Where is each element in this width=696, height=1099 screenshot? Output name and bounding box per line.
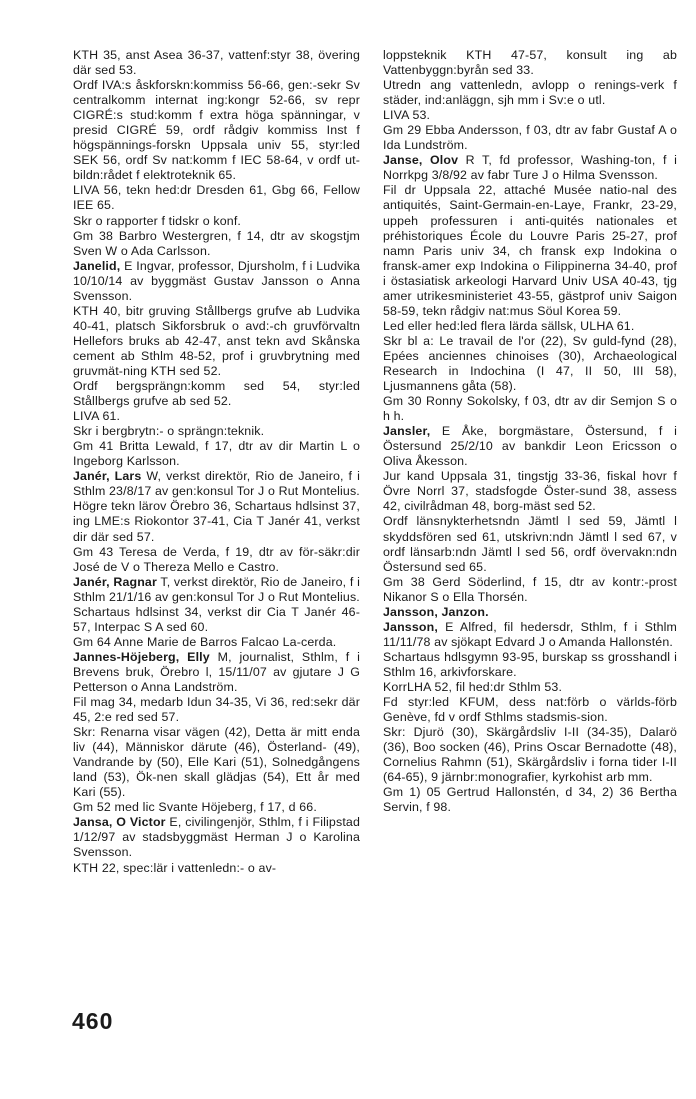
entry-text: Gm 41 Britta Lewald, f 17, dtr av dir Martin L o Ingeborg Karlsson. xyxy=(73,439,360,469)
entry-paragraph xyxy=(73,304,360,379)
left-column xyxy=(73,48,360,876)
entry-paragraph xyxy=(383,183,677,318)
entry-name: Jansson, xyxy=(383,619,438,634)
page-number: 460 xyxy=(72,1008,114,1034)
entry-text: KTH 22, spec:lär i vattenledn:- o av- xyxy=(73,860,277,875)
entry-paragraph xyxy=(73,424,360,439)
entry-text: KorrLHA 52, fil hed:dr Sthlm 53. xyxy=(383,679,563,694)
entry-text: E, civilingenjör, Sthlm, f i Filipstad 1/12/97 av stadsbyggmäst Herman J o Karolina Svensson. xyxy=(73,815,360,860)
entry-paragraph xyxy=(383,514,677,574)
entry-paragraph xyxy=(73,499,360,544)
entry-paragraph xyxy=(73,48,360,78)
entry-text: Gm 52 med lic Svante Höjeberg, f 17, d 66. xyxy=(73,800,317,815)
entry-text: E Ingvar, professor, Djursholm, f i Ludvika 10/10/14 av byggmäst Gustav Jansson o Anna Svensson. xyxy=(73,258,360,303)
entry-name: Jansson, Janzon. xyxy=(383,604,489,619)
entry-text: Gm 43 Teresa de Verda, f 19, dtr av för-säkr:dir José de V o Thereza Mello e Castro. xyxy=(73,544,360,574)
entry-paragraph xyxy=(73,183,360,213)
entry-name: Jannes-Höjeberg, Elly xyxy=(73,649,210,664)
entry-paragraph xyxy=(383,153,677,183)
entry-paragraph xyxy=(383,695,677,725)
entry-text: LIVA 53. xyxy=(383,108,431,123)
entry-paragraph xyxy=(73,439,360,469)
entry-name: Jansa, O Victor xyxy=(73,815,166,830)
entry-paragraph xyxy=(383,620,677,650)
entry-name: Janér, Ragnar xyxy=(73,574,157,589)
entry-paragraph xyxy=(383,650,677,680)
entry-text: Gm 38 Barbro Westergren, f 14, dtr av skogstjm Sven W o Ada Carlsson. xyxy=(73,228,360,258)
entry-text: Schartaus hdlsinst 34, verkst dir Cia T Janér 46-57, Interpac S A sed 60. xyxy=(73,604,360,634)
entry-paragraph xyxy=(383,680,677,695)
entry-text: LIVA 56, tekn hed:dr Dresden 61, Gbg 66, Fellow IEE 65. xyxy=(73,183,360,213)
entry-paragraph xyxy=(383,725,677,785)
entry-paragraph xyxy=(73,815,360,860)
entry-paragraph xyxy=(73,259,360,304)
entry-text: W, verkst direktör, Rio de Janeiro, f i Sthlm 23/8/17 av gen:konsul Tor J o Rut Montelius. xyxy=(73,469,360,499)
entry-text: KTH 40, bitr gruving Stållbergs grufve ab Ludvika 40-41, platsch Sikforsbruk o avd:-ch gruvförvaltn Hellefors bruks ab 42-47, anst tekn avd Skånska cement ab Sthlm 48-52, prof i gruvbrytning med gruvmät-ning KTH sed 52. xyxy=(73,303,360,378)
entry-text: loppsteknik KTH 47-57, konsult ing ab Vattenbyggn:byrån sed 33. xyxy=(383,48,677,78)
entry-paragraph xyxy=(383,394,677,424)
entry-paragraph xyxy=(73,635,360,650)
entry-text: Högre tekn lärov Örebro 36, Schartaus hdlsinst 37, ing LME:s Riokontor 37-41, Cia T Janér 41, verkst dir där sed 57. xyxy=(73,499,360,544)
entry-paragraph xyxy=(73,229,360,259)
entry-text: Fd styr:led KFUM, dess nat:förb o världs-förb Genève, fd v ordf Sthlms stadsmis-sion. xyxy=(383,695,677,725)
entry-text: Gm 29 Ebba Andersson, f 03, dtr av fabr Gustaf A o Ida Lundström. xyxy=(383,123,677,153)
entry-text: Fil dr Uppsala 22, attaché Musée natio-nal des antiquités, Saint-Germain-en-Laye, Frankr, 23-29, uppeh professuren i anti-quités nationales et préhistoriques École du Louvre Paris 25-27, prof namn Paris univ 34, ch fransk exp Indokina o fransk-amer exp Indokina o Filippinerna 34-40, prof i östasiatisk arkeologi Harvard Univ USA 40-43, tjg amer utrikesministeriet 43-55, gästprof univ Saigon 58-59, tekn rådgiv nat:mus Söul Korea 59. xyxy=(383,183,677,318)
entry-text: Utredn ang vattenledn, avlopp o renings-verk f städer, ind:anläggn, sjh mm i Sv:e o utl. xyxy=(383,78,677,108)
entry-paragraph xyxy=(383,319,677,334)
entry-text: E Alfred, fil hedersdr, Sthlm, f i Sthlm 11/11/78 av sjökapt Edvard J o Amanda Hallonstén. xyxy=(383,619,677,649)
entry-name: Janelid, xyxy=(73,258,121,273)
entry-text: Ordf IVA:s åskforskn:kommiss 56-66, gen:-sekr Sv centralkomm internat ing:kongr 52-66, sv repr CIGRÉ:s stud:komm f extra höga spänningar, v presid CIGRÉ 59, ordf rådgiv kommiss Inst f högspännings-forskn Uppsala univ 55, styr:led SEK 56, ordf Sv nat:komm f IEC 58-64, v ordf ut-bildn:rådet f elektroteknik 65. xyxy=(73,78,360,183)
entry-text: KTH 35, anst Asea 36-37, vattenf:styr 38, övering där sed 53. xyxy=(73,48,360,78)
entry-paragraph xyxy=(73,575,360,605)
entry-paragraph xyxy=(383,108,677,123)
entry-text: E Åke, borgmästare, Östersund, f i Östersund 25/2/10 av bankdir Leon Ericsson o Oliva Åkesson. xyxy=(383,424,677,469)
entry-text: Skr o rapporter f tidskr o konf. xyxy=(73,213,242,228)
entry-text: Skr bl a: Le travail de l'or (22), Sv guld-fynd (28), Epées anciennes chinoises (30), Archaeological Research in Indochina (I 47, II 50, III 58), Ljusmannens gåta (58). xyxy=(383,333,677,394)
entry-text: Gm 38 Gerd Söderlind, f 15, dtr av kontr:-prost Nikanor S o Ella Thorsén. xyxy=(383,574,677,604)
entry-paragraph xyxy=(73,695,360,725)
entry-text: R T, fd professor, Washing-ton, f i Norrkpg 3/8/92 av fabr Ture J o Hilma Svensson. xyxy=(383,153,677,183)
entry-text: Skr: Djurö (30), Skärgårdsliv I-II (34-35), Dalarö (36), Boo socken (46), Prins Oscar Bernadotte (48), Cornelius Rahmn (51), Skärgårdsliv i forna tider I-II (64-65), 9 järnbr:monografier, kyrkohist arb mm. xyxy=(383,725,677,785)
entry-paragraph xyxy=(383,123,677,153)
entry-name: Janse, Olov xyxy=(383,153,459,168)
entry-paragraph xyxy=(383,48,677,78)
entry-text: Ordf länsnykterhetsndn Jämtl l sed 59, Jämtl l skyddsfören sed 61, utskrivn:ndn Jämtl l sed 67, v ordf länsarb:ndn Jämtl l sed 56, ordf övervakn:ndn Östersund sed 65. xyxy=(383,514,677,574)
entry-paragraph xyxy=(73,469,360,499)
entry-text: Gm 64 Anne Marie de Barros Falcao La-cerda. xyxy=(73,634,337,649)
entry-paragraph xyxy=(73,545,360,575)
entry-paragraph xyxy=(383,424,677,469)
entry-paragraph xyxy=(73,650,360,695)
entry-text: Led eller hed:led flera lärda sällsk, ULHA 61. xyxy=(383,318,635,333)
entry-text: Ordf bergsprängn:komm sed 54, styr:led Stållbergs grufve ab sed 52. xyxy=(73,379,360,409)
entry-text: T, verkst direktör, Rio de Janeiro, f i Sthlm 21/1/16 av gen:konsul Tor J o Rut Montelius. xyxy=(73,574,360,604)
entry-text: LIVA 61. xyxy=(73,409,121,424)
entry-name: Jansler, xyxy=(383,424,431,439)
entry-paragraph xyxy=(383,469,677,514)
entry-paragraph xyxy=(73,605,360,635)
entry-paragraph xyxy=(73,379,360,409)
entry-paragraph xyxy=(383,78,677,108)
entry-paragraph xyxy=(383,334,677,394)
entry-paragraph xyxy=(73,78,360,183)
entry-text: Schartaus hdlsgymn 93-95, burskap ss grosshandl i Sthlm 16, arkivforskare. xyxy=(383,649,677,679)
entry-text: Jur kand Uppsala 31, tingstjg 33-36, fiskal hovr f Övre Norrl 37, stadsfogde Öster-sund 38, assess 42, civilrådman 48, borg-mäst sed 52. xyxy=(383,469,677,514)
entry-text: Fil mag 34, medarb Idun 34-35, Vi 36, red:sekr där 45, 2:e red sed 57. xyxy=(73,695,360,725)
entry-paragraph xyxy=(383,785,677,815)
entry-paragraph xyxy=(73,861,360,876)
entry-text: M, journalist, Sthlm, f i Brevens bruk, Örebro l, 15/11/07 av gjutare J G Petterson o Anna Landström. xyxy=(73,649,361,694)
right-column xyxy=(383,48,677,815)
entry-text: Gm 30 Ronny Sokolsky, f 03, dtr av dir Semjon S o h h. xyxy=(383,394,677,424)
entry-text: Skr i bergbrytn:- o sprängn:teknik. xyxy=(73,424,265,439)
entry-paragraph xyxy=(73,409,360,424)
entry-name: Janér, Lars xyxy=(73,469,142,484)
entry-paragraph xyxy=(73,214,360,229)
entry-text: Gm 1) 05 Gertrud Hallonstén, d 34, 2) 36 Bertha Servin, f 98. xyxy=(383,785,677,815)
entry-text: Skr: Renarna visar vägen (42), Detta är mitt enda liv (44), Människor därute (46), Österland- (49), Vandrande by (50), Elle Kari (51), Solnedgångens land (53), Ök-nen skall glädjas (54), Ett år med Kari (55). xyxy=(73,725,360,800)
entry-paragraph xyxy=(383,605,677,620)
entry-paragraph xyxy=(383,575,677,605)
entry-paragraph xyxy=(73,725,360,800)
entry-paragraph xyxy=(73,800,360,815)
